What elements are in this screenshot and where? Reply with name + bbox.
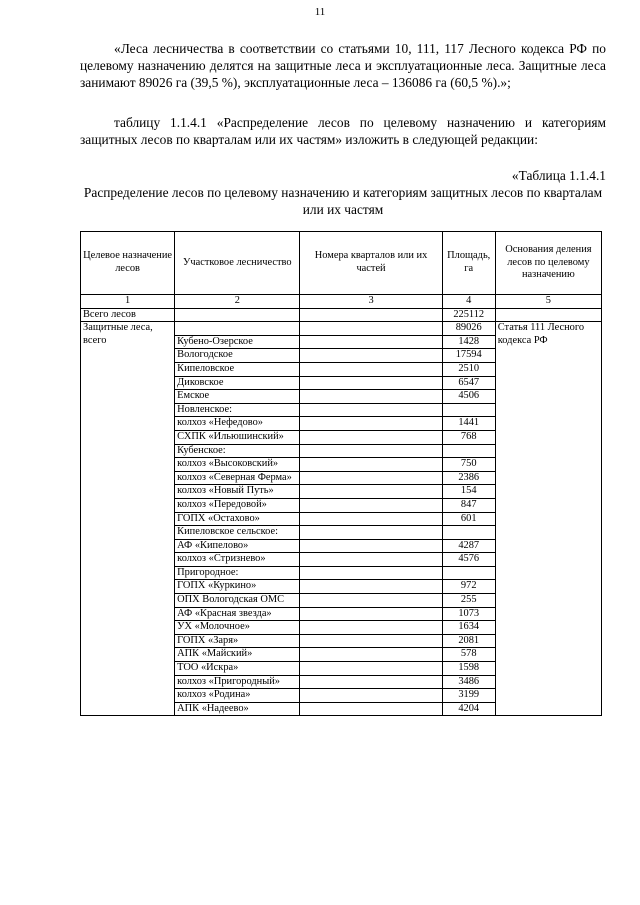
area-cell: 6547 [442,376,495,390]
column-number: 4 [442,295,495,309]
purpose-cell: Защитные леса, всего [81,322,175,716]
district-cell: Кубено-Озерское [175,335,300,349]
area-cell: 1441 [442,417,495,431]
quarters-cell [300,662,442,676]
quarters-cell [300,471,442,485]
area-cell: 3486 [442,675,495,689]
area-cell: 17594 [442,349,495,363]
quarters-cell [300,702,442,716]
quarters-cell [300,430,442,444]
quarters-cell [300,580,442,594]
quarters-cell [300,607,442,621]
district-cell: Вологодское [175,349,300,363]
table-body [81,308,602,716]
area-cell: 4576 [442,553,495,567]
area-cell [442,526,495,540]
column-number: 5 [495,295,601,309]
header-area: Площадь, га [442,232,495,295]
district-cell: колхоз «Пригородный» [175,675,300,689]
header-district: Участковое лесничество [175,232,300,295]
area-cell: 1598 [442,662,495,676]
district-cell [175,308,300,322]
district-cell: колхоз «Передовой» [175,498,300,512]
district-cell: колхоз «Новый Путь» [175,485,300,499]
quarters-cell [300,634,442,648]
area-cell: 601 [442,512,495,526]
district-cell: колхоз «Северная Ферма» [175,471,300,485]
quarters-cell [300,444,442,458]
district-cell: АПК «Надеево» [175,702,300,716]
amendment-paragraph: «Леса лесничества в соответствии со статьями 10, 111, 117 Лесного кодекса РФ по целевому назначению делятся на защитные леса и эксплуатационные леса. Защитные леса занимают 89026 га (39,5 %), эксплуатационные леса – 136086 га (60,5 %).»; [80,41,606,90]
district-cell: Новленское: [175,403,300,417]
area-cell [442,444,495,458]
quarters-cell [300,512,442,526]
district-cell: Диковское [175,376,300,390]
district-cell: Кубенское: [175,444,300,458]
area-cell: 768 [442,430,495,444]
area-cell: 255 [442,594,495,608]
basis-cell [495,308,601,322]
district-cell: ТОО «Искра» [175,662,300,676]
area-cell [442,566,495,580]
quarters-cell [300,553,442,567]
area-cell: 578 [442,648,495,662]
area-cell: 225112 [442,308,495,322]
area-cell: 4287 [442,539,495,553]
column-number: 2 [175,295,300,309]
area-cell: 3199 [442,689,495,703]
area-cell: 847 [442,498,495,512]
table-header-row [81,232,602,295]
quarters-cell [300,621,442,635]
basis-cell: Статья 111 Лесного кодекса РФ [495,322,601,716]
area-cell: 1428 [442,335,495,349]
district-cell: АФ «Кипелово» [175,539,300,553]
area-cell [442,403,495,417]
area-cell: 2081 [442,634,495,648]
district-cell: СХПК «Ильюшинский» [175,430,300,444]
district-cell: колхоз «Родина» [175,689,300,703]
table-row [81,322,602,336]
area-cell: 1073 [442,607,495,621]
quarters-cell [300,417,442,431]
quarters-cell [300,526,442,540]
quarters-cell [300,390,442,404]
column-number: 3 [300,295,442,309]
column-number-row [81,295,602,309]
purpose-cell: Всего лесов [81,308,175,322]
table-title: Распределение лесов по целевому назначению и категориям защитных лесов по кварталам или их частям [83,185,603,217]
quarters-cell [300,675,442,689]
quarters-cell [300,498,442,512]
quarters-cell [300,566,442,580]
district-cell: АПК «Майский» [175,648,300,662]
district-cell: Пригородное: [175,566,300,580]
area-cell: 1634 [442,621,495,635]
quarters-cell [300,322,442,336]
area-cell: 89026 [442,322,495,336]
district-cell: УХ «Молочное» [175,621,300,635]
area-cell: 750 [442,458,495,472]
quarters-cell [300,335,442,349]
forest-distribution-table [80,231,602,716]
district-cell: Емское [175,390,300,404]
district-cell: колхоз «Нефедово» [175,417,300,431]
table-reference: «Таблица 1.1.4.1 [511,168,606,183]
quarters-cell [300,648,442,662]
area-cell: 4506 [442,390,495,404]
district-cell: ГОПХ «Заря» [175,634,300,648]
header-purpose: Целевое назначение лесов [81,232,175,295]
page-number: 11 [314,6,326,18]
district-cell [175,322,300,336]
district-cell: колхоз «Стризнево» [175,553,300,567]
area-cell: 4204 [442,702,495,716]
district-cell: Кипеловское сельское: [175,526,300,540]
area-cell: 154 [442,485,495,499]
quarters-cell [300,458,442,472]
table-replacement-paragraph: таблицу 1.1.4.1 «Распределение лесов по целевому назначению и категориям защитных лесов по кварталам или их частям» изложить в следующей редакции: [80,115,606,147]
quarters-cell [300,308,442,322]
area-cell: 2386 [442,471,495,485]
header-basis: Основания деления лесов по целевому назначению [495,232,601,295]
quarters-cell [300,689,442,703]
header-quarters: Номера кварталов или их частей [300,232,442,295]
quarters-cell [300,594,442,608]
district-cell: колхоз «Высоковский» [175,458,300,472]
quarters-cell [300,539,442,553]
quarters-cell [300,485,442,499]
table-row [81,308,602,322]
district-cell: АФ «Красная звезда» [175,607,300,621]
district-cell: ОПХ Вологодская ОМС [175,594,300,608]
quarters-cell [300,403,442,417]
district-cell: Кипеловское [175,362,300,376]
quarters-cell [300,349,442,363]
area-cell: 972 [442,580,495,594]
quarters-cell [300,376,442,390]
district-cell: ГОПХ «Остахово» [175,512,300,526]
column-number: 1 [81,295,175,309]
area-cell: 2510 [442,362,495,376]
quarters-cell [300,362,442,376]
district-cell: ГОПХ «Куркино» [175,580,300,594]
